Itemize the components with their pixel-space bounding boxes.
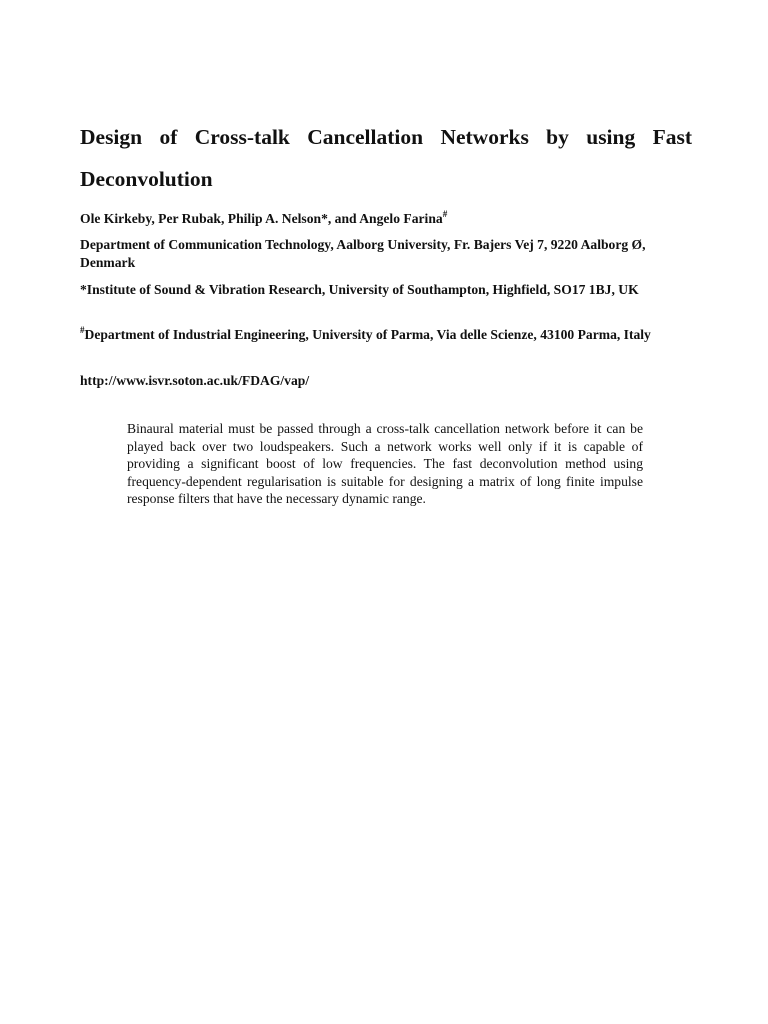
affiliation-aalborg bbox=[80, 236, 690, 272]
affiliation-text: Department of Communication Technology, Aalborg University, Fr. Bajers Vej 7, 9220 Aalborg Ø, Denmark bbox=[80, 237, 646, 270]
author-list bbox=[80, 210, 447, 228]
paper-title: Design of Cross-talk Cancellation Networks by using Fast Deconvolution bbox=[80, 125, 692, 191]
affiliation-southampton bbox=[80, 281, 690, 299]
project-url: http://www.isvr.soton.ac.uk/FDAG/vap/ bbox=[80, 373, 310, 388]
abstract-text: Binaural material must be passed through a cross-talk cancellation network before it can be played back over two loudspeakers. Such a network works well only if it is capable of providing a significant boost of low frequencies. The fast deconvolution method using frequency-dependent regularisation is suitable for designing a matrix of long finite impulse response filters that have the necessary dynamic range. bbox=[127, 421, 643, 507]
author-affiliation-marker: # bbox=[442, 209, 448, 219]
affiliation-marker: # bbox=[80, 325, 85, 335]
affiliation-text: Department of Industrial Engineering, University of Parma, Via delle Scienze, 43100 Parma, Italy bbox=[84, 327, 651, 342]
affiliation-text: *Institute of Sound & Vibration Research, University of Southampton, Highfield, SO17 1BJ, UK bbox=[80, 282, 639, 297]
affiliation-parma bbox=[80, 326, 690, 344]
author-names: Ole Kirkeby, Per Rubak, Philip A. Nelson*, and Angelo Farina bbox=[80, 211, 443, 226]
